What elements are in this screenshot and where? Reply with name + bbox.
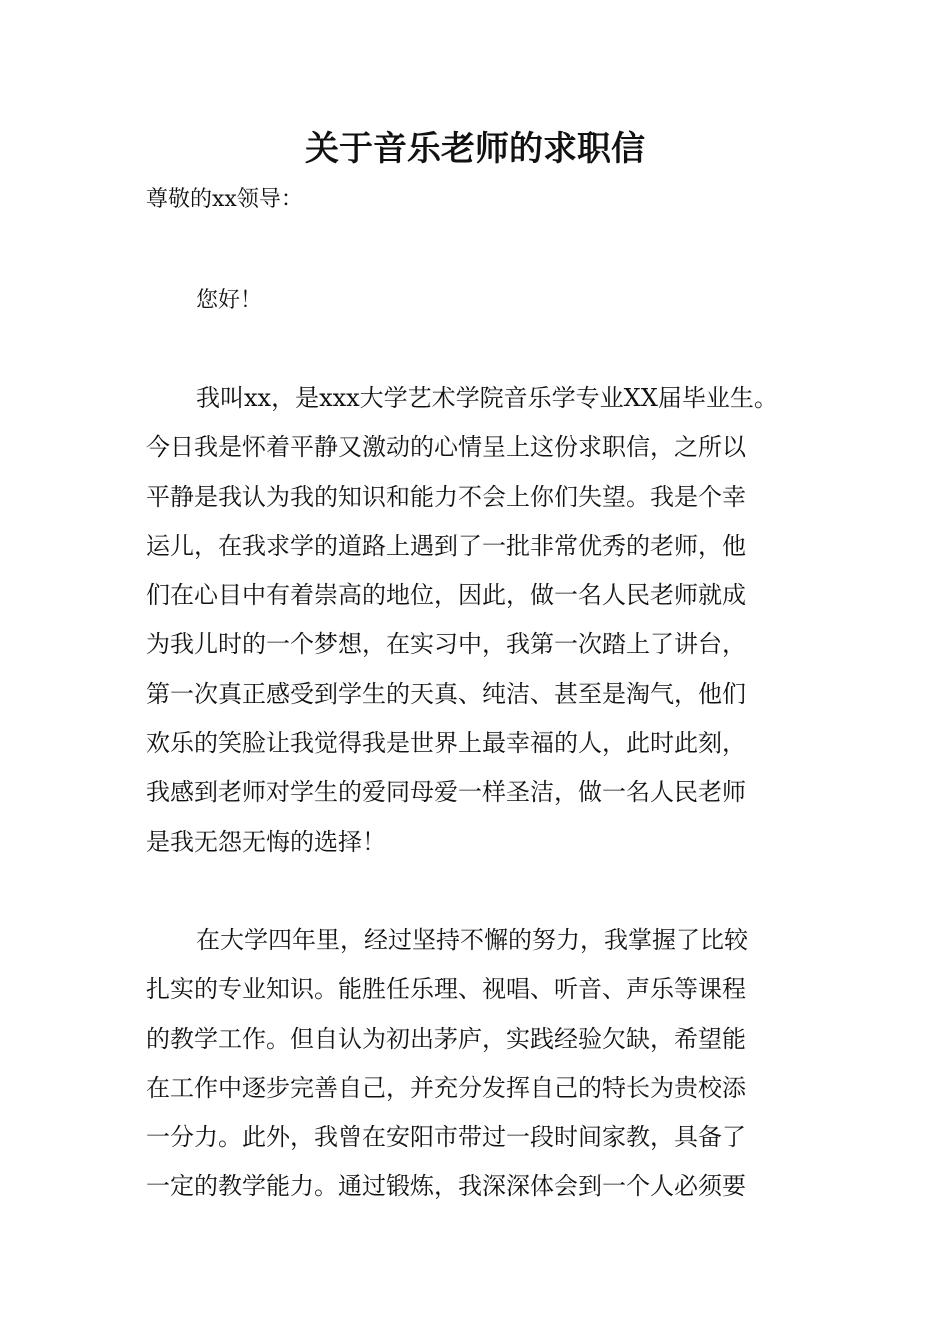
salutation: 尊敬的xx领导： [146, 187, 303, 212]
paragraph-line: 第一次真正感受到学生的天真、纯洁、甚至是淘气，他们 [146, 679, 746, 708]
paragraph-line: 欢乐的笑脸让我觉得我是世界上最幸福的人，此时此刻， [146, 729, 746, 758]
paragraph-line: 平静是我认为我的知识和能力不会上你们失望。我是个幸 [146, 482, 746, 511]
paragraph-line: 在工作中逐步完善自己，并充分发挥自己的特长为贵校添 [146, 1073, 746, 1102]
paragraph-university [146, 925, 826, 1221]
paragraph-line: 在大学四年里，经过坚持不懈的努力，我掌握了比较 [196, 926, 748, 954]
paragraph-line: 一定的教学能力。通过锻炼，我深深体会到一个人必须要 [146, 1172, 746, 1201]
paragraph-line: 们在心目中有着崇高的地位，因此，做一名人民老师就成 [146, 581, 746, 610]
document-title: 关于音乐老师的求职信 [305, 129, 645, 169]
paragraph-line: 一分力。此外，我曾在安阳市带过一段时间家教，具备了 [146, 1123, 746, 1152]
paragraph-line: 为我儿时的一个梦想，在实习中，我第一次踏上了讲台， [146, 630, 746, 659]
paragraph-line: 是我无怨无悔的选择！ [146, 827, 386, 856]
paragraph-line: 我感到老师对学生的爱同母爱一样圣洁，做一名人民老师 [146, 778, 746, 807]
paragraph-line: 的教学工作。但自认为初出茅庐，实践经验欠缺，希望能 [146, 1024, 746, 1053]
paragraph-line: 扎实的专业知识。能胜任乐理、视唱、听音、声乐等课程 [146, 975, 746, 1004]
paragraph-line: 运儿，在我求学的道路上遇到了一批非常优秀的老师，他 [146, 531, 746, 560]
paragraph-line: 今日我是怀着平静又激动的心情呈上这份求职信，之所以 [146, 433, 746, 462]
paragraph-line: 我叫xx，是xxx大学艺术学院音乐学专业XX届毕业生。 [196, 384, 778, 412]
greeting: 您好！ [196, 288, 263, 313]
paragraph-intro [146, 383, 826, 876]
